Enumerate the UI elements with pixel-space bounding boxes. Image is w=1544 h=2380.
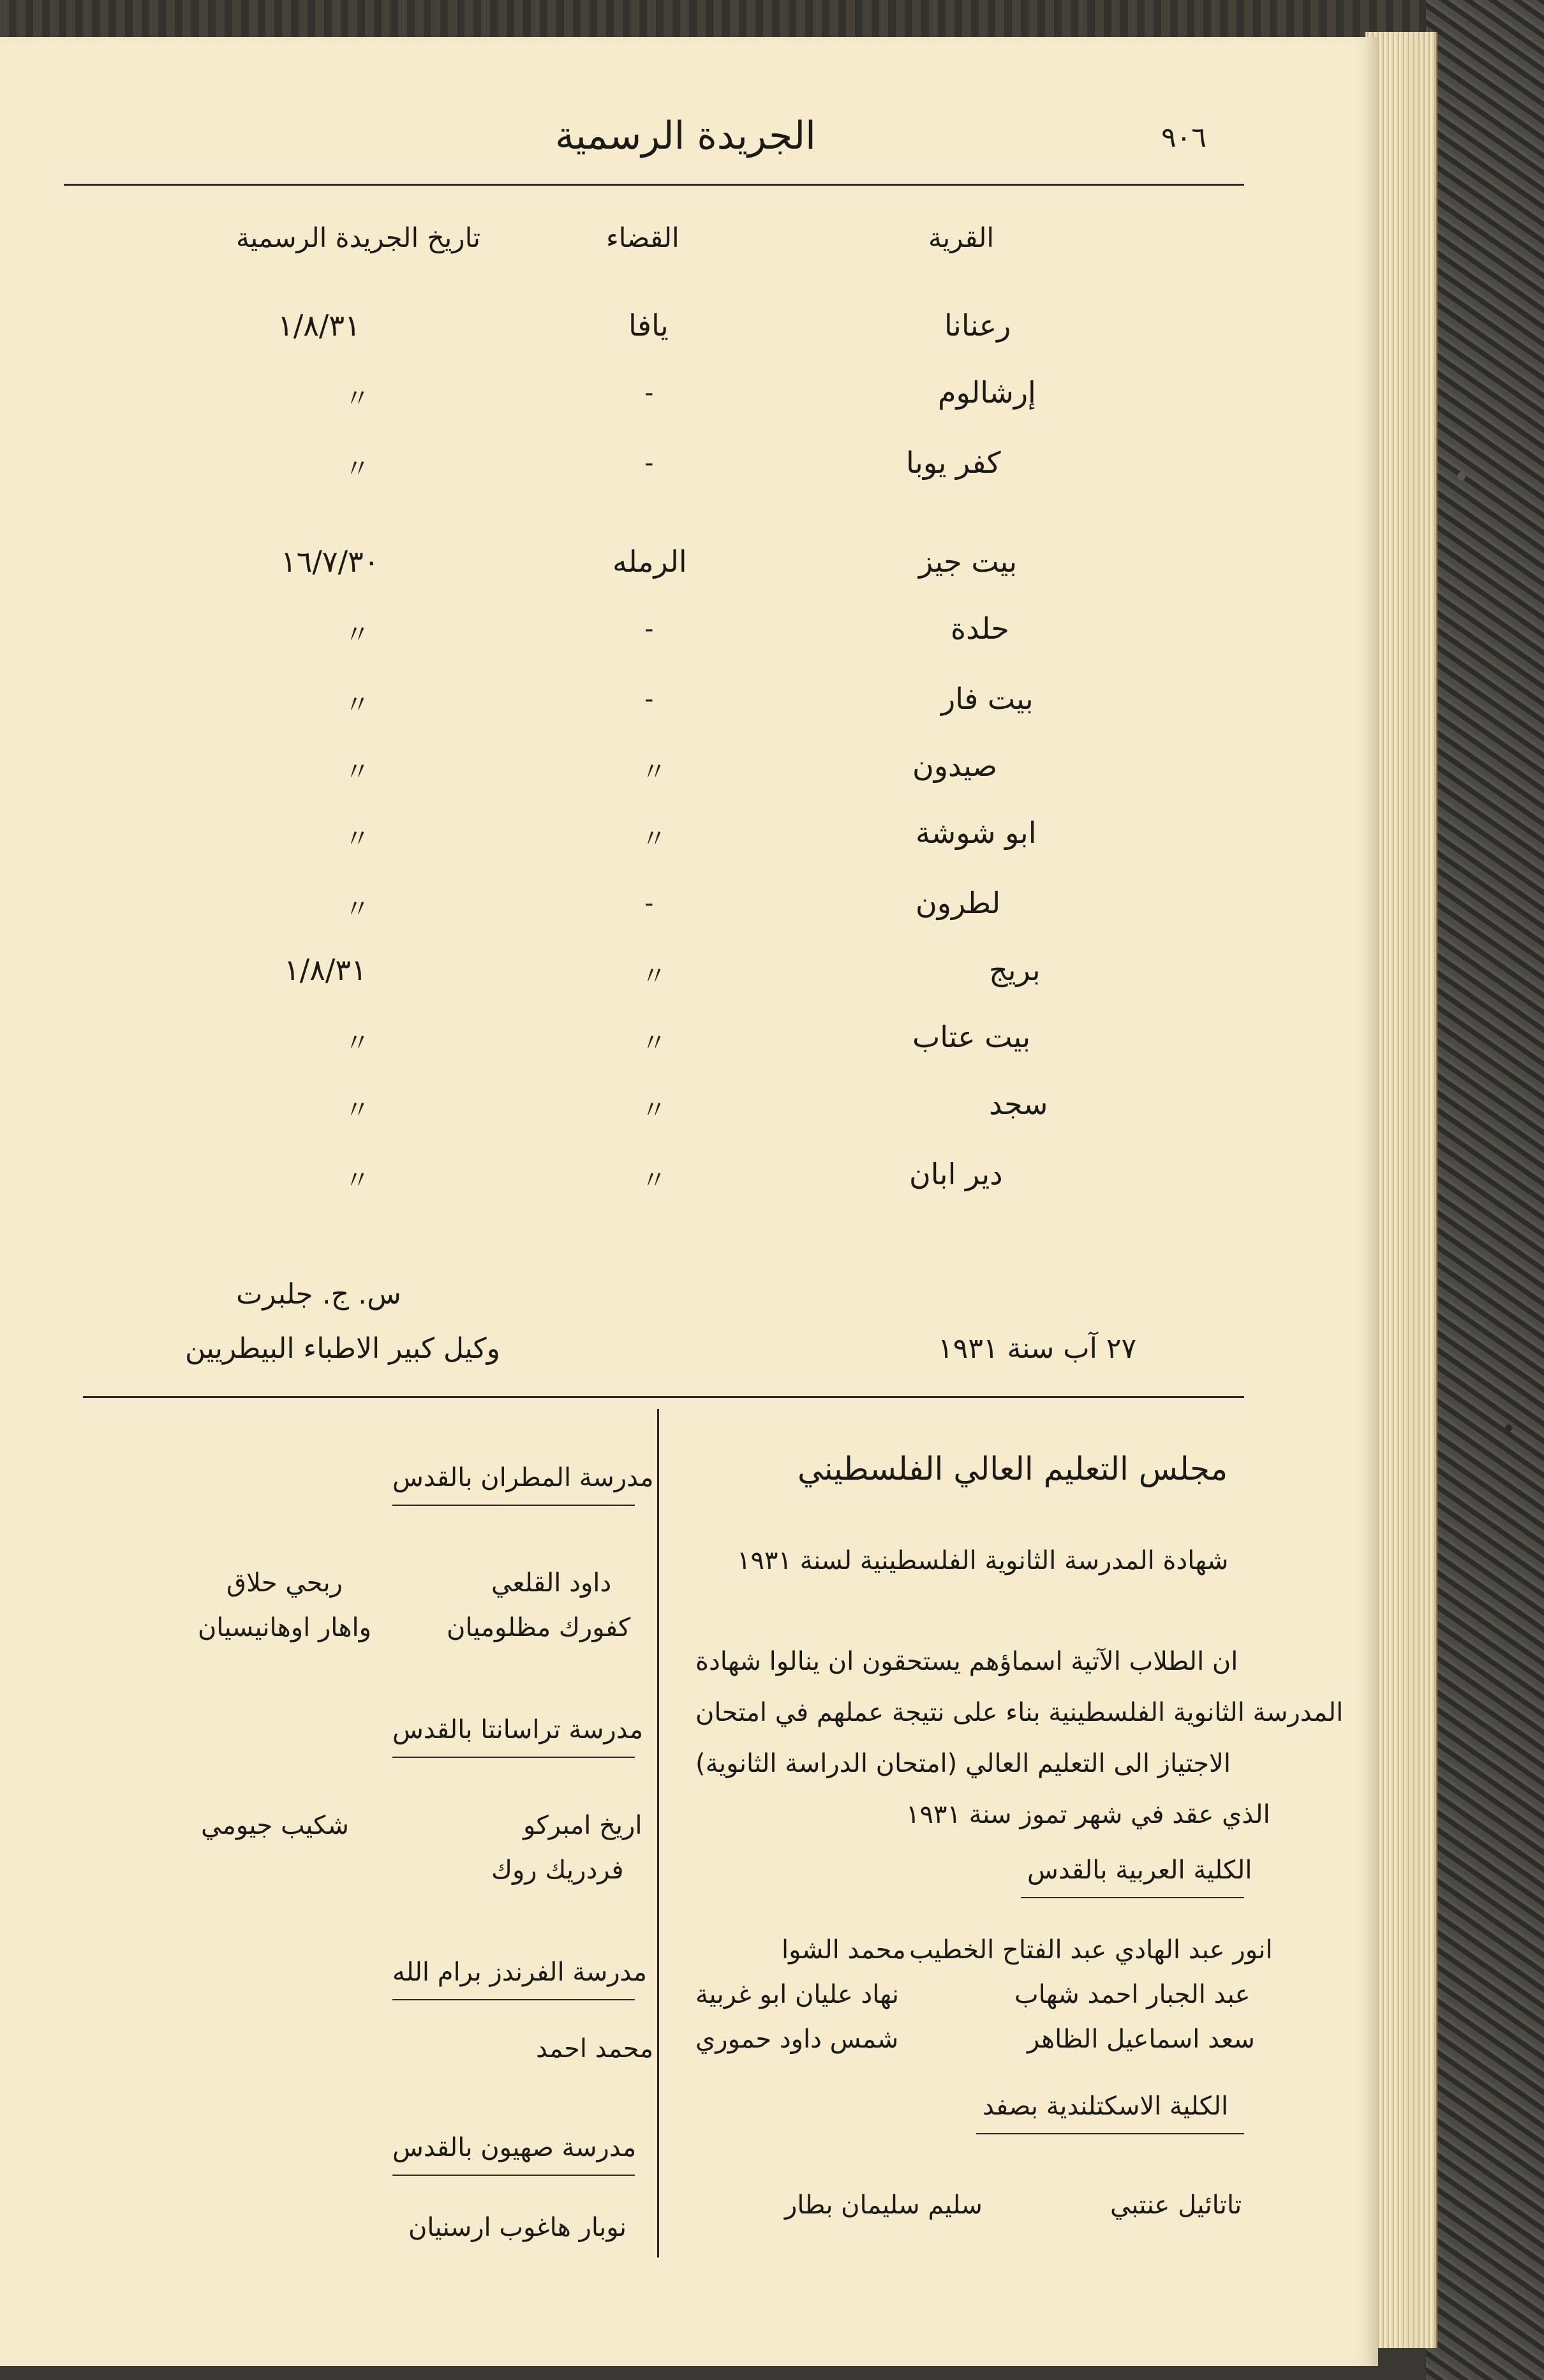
village-name: سجد [989,1087,1048,1121]
gazette-date: ١/٨/٣١ [278,308,360,343]
paragraph-line: الذي عقد في شهر تموز سنة ١٩٣١ [906,1800,1270,1829]
signatory-name: س. ج. جلبرت [236,1278,401,1311]
student-name: نهاد عليان ابو غربية [695,1980,900,2009]
student-name: شمس داود حموري [695,2025,899,2054]
district-name: 〃 [641,1029,667,1058]
gazette-date: 〃 [345,620,370,650]
village-name: بريج [989,953,1041,987]
village-name: رعنانا [944,308,1011,343]
book-cover-spine [1426,0,1544,2380]
district-name: - [644,685,654,714]
gazette-page [0,37,1378,2366]
district-name: الرمله [612,544,687,579]
page-number: ٩٠٦ [1161,121,1206,154]
gazette-date: 〃 [345,895,370,924]
student-name: كفورك مظلوميان [447,1613,631,1642]
village-name: حلدة [951,611,1009,646]
district-name: - [644,889,654,918]
scottish-college-heading: الكلية الاسكتلندية بصفد [983,2092,1229,2121]
heading-underline [392,1757,635,1758]
student-name: شكيب جيومي [201,1811,349,1840]
village-name: ابو شوشة [916,815,1037,850]
school-heading: مدرسة تراسانتا بالقدس [392,1715,644,1744]
district-name: يافا [628,308,669,343]
village-name: بيت جيز [919,544,1018,579]
student-name: واهار اوهانيسيان [198,1613,371,1642]
gazette-date: 〃 [345,1166,370,1195]
student-name: انور عبد الهادي عبد الفتاح الخطيب [909,1935,1273,1965]
student-name: فردريك روك [491,1856,624,1885]
signature-date: ٢٧ آب سنة ١٩٣١ [938,1332,1137,1365]
district-name: 〃 [641,1166,667,1195]
column-header-village: القرية [928,222,995,253]
paragraph-line: ان الطلاب الآتية اسماؤهم يستحقون ان ينالوا شهادة [695,1647,1238,1676]
student-name: نوبار هاغوب ارسنيان [408,2213,627,2242]
gazette-date: 〃 [345,690,370,720]
signatory-role: وكيل كبير الاطباء البيطريين [185,1332,500,1365]
council-title: مجلس التعليم العالي الفلسطيني [798,1450,1228,1487]
gazette-date: 〃 [345,1029,370,1058]
heading-underline [392,2175,635,2176]
gazette-date: 〃 [345,1096,370,1125]
village-name: بيت فار [941,681,1034,716]
village-name: صيدون [912,748,998,783]
school-heading: مدرسة الفرندز برام الله [392,1958,647,1987]
gazette-date: ١٦/٧/٣٠ [281,544,380,579]
district-name: 〃 [641,962,667,991]
village-name: إرشالوم [938,375,1036,410]
village-name: كفر يوبا [906,445,1001,480]
district-name: - [644,614,654,644]
school-heading: مدرسة المطران بالقدس [392,1463,654,1492]
page-title: الجريدة الرسمية [555,114,816,158]
column-header-gazette-date: تاريخ الجريدة الرسمية [236,222,481,253]
heading-underline [392,1505,635,1506]
gazette-date: 〃 [345,384,370,413]
district-name: - [644,449,654,478]
header-rule [64,184,1244,186]
paragraph-line: المدرسة الثانوية الفلسطينية بناء على نتيجة عملهم في امتحان [695,1698,1344,1727]
column-divider [657,1409,659,2257]
gazette-date: 〃 [345,454,370,484]
student-name: سعد اسماعيل الظاهر [1027,2025,1255,2054]
heading-underline [392,1999,635,2000]
district-name: 〃 [641,824,667,854]
student-name: محمد الشوا [782,1935,906,1965]
village-name: بيت عتاب [912,1020,1031,1054]
village-name: لطرون [916,886,1001,920]
student-name: اريخ امبركو [523,1811,642,1840]
school-heading: مدرسة صهيون بالقدس [392,2133,637,2162]
section-rule [83,1396,1244,1398]
arab-college-heading: الكلية العربية بالقدس [1027,1856,1252,1885]
gazette-date: ١/٨/٣١ [284,953,367,987]
paragraph-line: الاجتياز الى التعليم العالي (امتحان الدراسة الثانوية) [695,1749,1231,1778]
student-name: سليم سليمان بطار [785,2190,983,2220]
gazette-date: 〃 [345,824,370,854]
gazette-date: 〃 [345,757,370,787]
student-name: ربحي حلاق [226,1568,343,1598]
student-name: تاتائيل عنتبي [1110,2190,1242,2220]
district-name: 〃 [641,1096,667,1125]
district-name: 〃 [641,757,667,787]
heading-underline [976,2133,1244,2134]
district-name: - [644,378,654,408]
village-name: دير ابان [909,1157,1003,1191]
student-name: محمد احمد [536,2034,654,2064]
heading-underline [1021,1897,1244,1898]
certificate-subtitle: شهادة المدرسة الثانوية الفلسطينية لسنة ١٩٣١ [737,1546,1229,1575]
student-name: داود القلعي [491,1568,612,1598]
student-name: عبد الجبار احمد شهاب [1014,1980,1251,2009]
column-header-district: القضاء [606,222,679,253]
